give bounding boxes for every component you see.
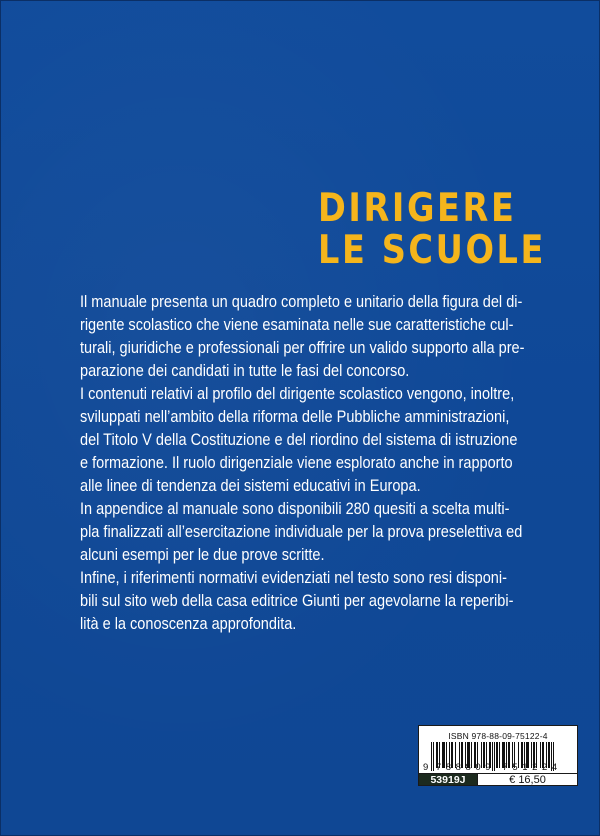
barcode-label bbox=[418, 725, 578, 786]
description-line: Infine, i riferimenti normativi evidenziati nel testo sono resi disponi- bbox=[80, 569, 507, 587]
description-line: sviluppati nell’ambito della riforma delle Pubbliche amministrazioni, bbox=[80, 408, 510, 426]
description-line: rigente scolastico che viene esaminata nelle sue caratteristiche cul- bbox=[80, 316, 514, 334]
description-line: I contenuti relativi al profilo del dirigente scolastico vengono, inoltre, bbox=[80, 385, 515, 403]
price: € 16,50 bbox=[478, 773, 578, 786]
description-line: pla finalizzati all’esercitazione individuale per la prova preselettiva ed bbox=[80, 523, 523, 541]
book-title bbox=[318, 188, 546, 272]
product-code: 53919J bbox=[418, 773, 478, 786]
description-line: alle linee di tendenza dei sistemi educativi in Europa. bbox=[80, 477, 421, 495]
description-line: del Titolo V della Costituzione e del riordino del sistema di istruzione bbox=[80, 431, 518, 449]
description-line: lità e la conoscenza approfondita. bbox=[80, 615, 297, 633]
ean-number bbox=[423, 762, 573, 773]
description-line: e formazione. Il ruolo dirigenziale viene esplorato anche in rapporto bbox=[80, 454, 513, 472]
book-title-line-2: LE SCUOLE bbox=[318, 228, 546, 273]
isbn-text: ISBN 978-88-09-75122-4 bbox=[448, 731, 548, 741]
ean-digits: 788809 751224 bbox=[435, 762, 562, 773]
description-line: bili sul sito web della casa editrice Giunti per agevolarne la reperibi- bbox=[80, 592, 514, 610]
description-line: parazione dei candidati in tutte le fasi del concorso. bbox=[80, 362, 410, 380]
price-row bbox=[418, 773, 578, 786]
description-line: In appendice al manuale sono disponibili 280 quesiti a scelta multi- bbox=[80, 500, 510, 518]
description-line: turali, giuridiche e professionali per offrire un valido supporto alla pre- bbox=[80, 339, 525, 357]
book-title-line-1: DIRIGERE bbox=[318, 186, 517, 231]
book-description bbox=[80, 291, 542, 636]
description-line: Il manuale presenta un quadro completo e unitario della figura del di- bbox=[80, 293, 523, 311]
ean-lead-digit: 9 bbox=[423, 762, 433, 773]
description-line: alcuni esempi per le due prove scritte. bbox=[80, 546, 325, 564]
